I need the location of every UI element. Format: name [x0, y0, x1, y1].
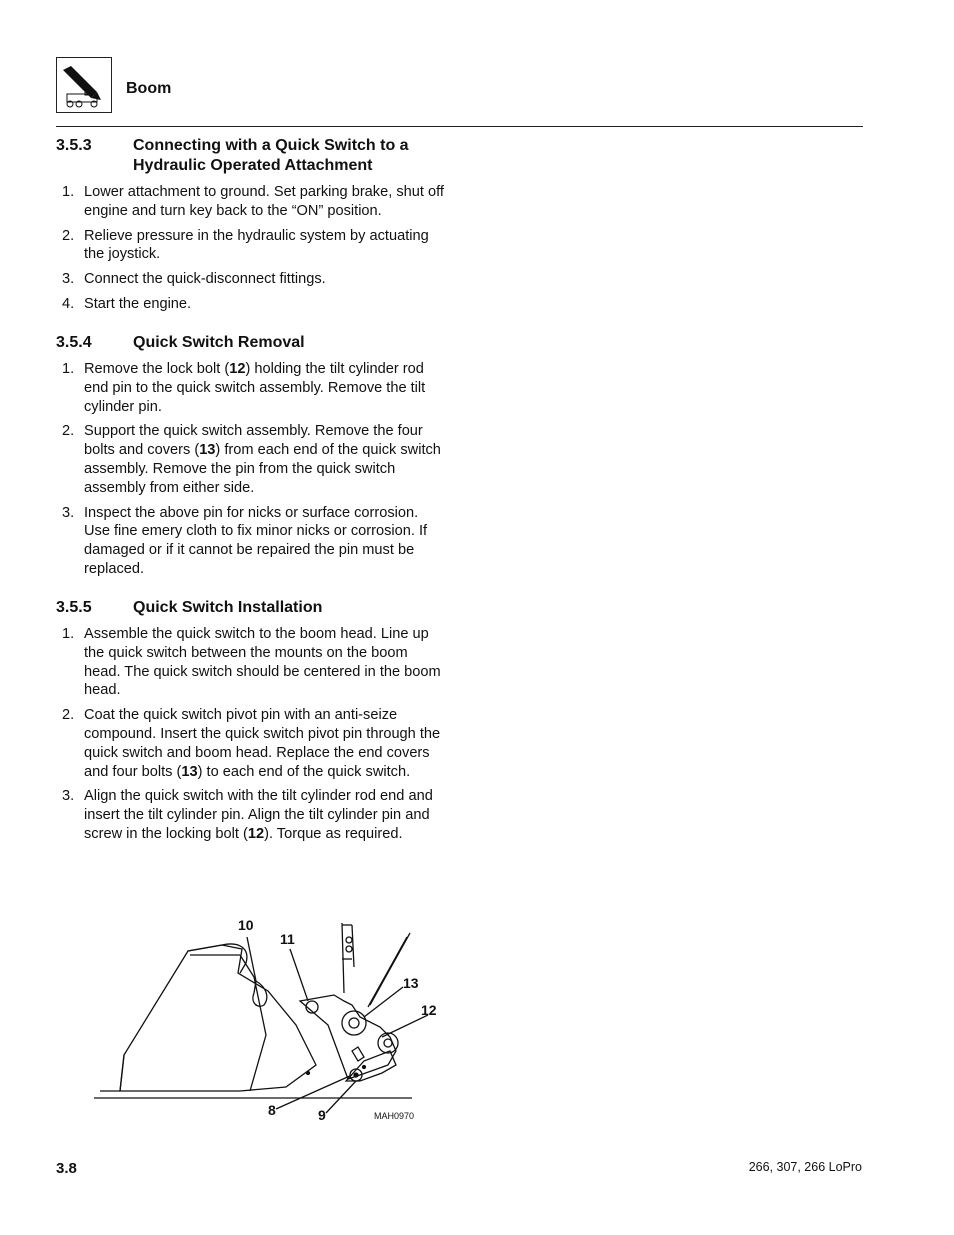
step-item	[56, 706, 448, 781]
step-item	[56, 183, 448, 221]
section-title: Quick Switch Removal	[133, 334, 305, 351]
boom-machine-icon	[56, 57, 112, 113]
header-divider	[56, 126, 863, 127]
step-text: Inspect the above pin for nicks or surface corrosion. Use fine emery cloth to fix minor nicks or corrosion. If damaged or if it cannot be repaired the pin must be replaced.	[84, 504, 428, 577]
callout-8: 8	[268, 1102, 276, 1118]
step-number: 1.	[62, 626, 75, 642]
step-number: 3.	[62, 504, 75, 521]
callout-11: 11	[280, 931, 295, 947]
callout-13: 13	[403, 975, 419, 991]
section-title: Quick Switch Installation	[133, 599, 323, 616]
quick-switch-drawing	[90, 915, 450, 1130]
section-heading	[56, 598, 448, 618]
step-list	[56, 183, 448, 314]
step-number: 2.	[62, 423, 75, 440]
step-item	[56, 360, 448, 416]
step-list	[56, 360, 448, 579]
step-text: Relieve pressure in the hydraulic system by actuating the joystick.	[84, 227, 429, 263]
step-list	[56, 625, 448, 844]
step-number: 1.	[62, 184, 75, 200]
step-item	[56, 422, 448, 497]
step-item	[56, 787, 448, 843]
step-text: Align the quick switch with the tilt cylinder rod end and insert the tilt cylinder pin. Align the tilt cylinder pin and screw in the locking bolt (12). Torque as required.	[84, 788, 433, 842]
step-item	[56, 625, 448, 700]
step-item	[56, 227, 448, 265]
section-title: Connecting with a Quick Switch to a Hydraulic Operated Attachment	[133, 137, 409, 174]
step-text: Lower attachment to ground. Set parking brake, shut off engine and turn key back to the “ON” position.	[84, 184, 444, 219]
model-list: 266, 307, 266 LoPro	[748, 1160, 862, 1174]
section-number: 3.5.4	[56, 334, 92, 351]
step-text: Start the engine.	[84, 295, 192, 312]
step-text: Connect the quick-disconnect fittings.	[84, 271, 326, 288]
callout-9: 9	[318, 1107, 326, 1123]
section-heading	[56, 136, 448, 176]
step-number: 1.	[62, 361, 75, 377]
section-3-5-5	[56, 598, 448, 850]
step-text: Remove the lock bolt (12) holding the tilt cylinder rod end pin to the quick switch assembly. Remove the tilt cylinder pin.	[84, 361, 426, 415]
page-section-title: Boom	[126, 80, 172, 97]
section-heading	[56, 333, 448, 353]
step-number: 4.	[62, 295, 75, 312]
step-item	[56, 504, 448, 579]
step-number: 3.	[62, 788, 75, 805]
figure-code: MAH0970	[374, 1111, 415, 1121]
step-text: Assemble the quick switch to the boom head. Line up the quick switch between the mounts on the boom head. The quick switch should be centered in the boom head.	[84, 626, 441, 699]
step-number: 3.	[62, 271, 75, 288]
step-number: 2.	[62, 707, 75, 724]
step-text: Support the quick switch assembly. Remove the four bolts and covers (13) from each end of the quick switch assembly. Remove the pin from the quick switch assembly from either side.	[84, 423, 441, 496]
step-text: Coat the quick switch pivot pin with an anti-seize compound. Insert the quick switch pivot pin through the quick switch and boom head. Replace the end covers and four bolts (13) to each end of the quick switch.	[84, 707, 441, 780]
section-3-5-3	[56, 136, 448, 320]
step-item	[56, 295, 448, 314]
step-item	[56, 270, 448, 289]
quick-switch-figure	[90, 915, 450, 1130]
section-3-5-4	[56, 333, 448, 585]
callout-12: 12	[421, 1002, 437, 1018]
callout-10: 10	[238, 917, 254, 933]
section-number: 3.5.5	[56, 599, 92, 616]
page-number: 3.8	[56, 1160, 77, 1177]
section-number: 3.5.3	[56, 137, 92, 154]
step-number: 2.	[62, 227, 75, 244]
